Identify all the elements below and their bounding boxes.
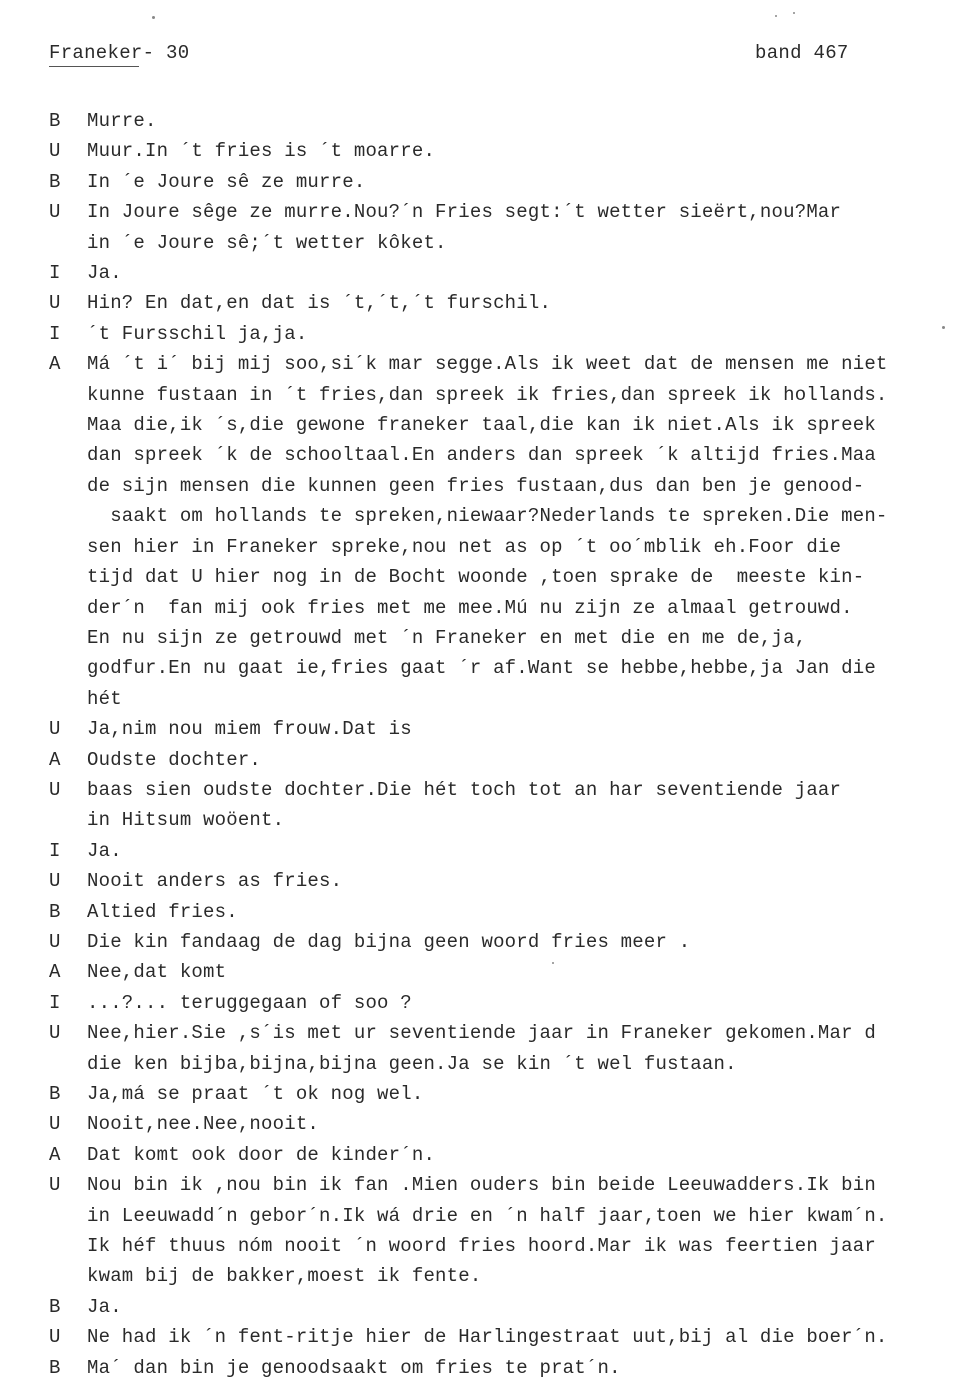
speaker-label: U — [49, 1174, 61, 1197]
utterance — [87, 1109, 949, 1139]
utterance-line: in ´e Joure sê;´t wetter kôket. — [87, 231, 447, 254]
transcript-turn — [49, 836, 949, 866]
transcript-turn — [49, 1170, 949, 1292]
utterance — [87, 775, 949, 836]
header-location — [49, 42, 189, 64]
speaker-label: U — [49, 930, 61, 953]
utterance — [87, 1322, 949, 1352]
header-underline — [49, 66, 139, 67]
speaker-label: U — [49, 1113, 61, 1136]
speaker-label: U — [49, 201, 61, 224]
utterance — [87, 288, 949, 318]
transcript-turn — [49, 714, 949, 744]
transcript-turn — [49, 1292, 949, 1322]
utterance-line: Nooit,nee.Nee,nooit. — [87, 1113, 320, 1136]
utterance-line: Ne had ik ´n fent-ritje hier de Harlingestraat uut,bij al die boer´n. — [87, 1326, 888, 1349]
scan-speck — [552, 962, 554, 964]
utterance-line: Ja. — [87, 1295, 122, 1318]
utterance-line: Hin? En dat,en dat is ´t,´t,´t furschil. — [87, 292, 552, 315]
transcript-turn — [49, 927, 949, 957]
speaker-label: A — [49, 353, 61, 376]
utterance — [87, 197, 949, 258]
speaker-label: I — [49, 322, 61, 345]
transcript-turn — [49, 1079, 949, 1109]
utterance-line: de sijn mensen die kunnen geen fries fustaan,dus dan ben je genood- — [87, 474, 865, 497]
utterance-line: godfur.En nu gaat ie,fries gaat ´r af.Want se hebbe,hebbe,ja Jan die — [87, 657, 876, 680]
speaker-label: A — [49, 961, 61, 984]
utterance-line: Muur.In ´t fries is ´t moarre. — [87, 140, 436, 163]
utterance — [87, 136, 949, 166]
transcript-turn — [49, 775, 949, 836]
utterance — [87, 1018, 949, 1079]
scan-speck — [775, 15, 777, 17]
utterance — [87, 927, 949, 957]
utterance-line: Nooit anders as fries. — [87, 870, 343, 893]
transcript-turn — [49, 349, 949, 714]
utterance-line: Má ´t i´ bij mij soo,si´k mar segge.Als ik weet dat de mensen me niet — [87, 353, 888, 376]
utterance-line: kwam bij de bakker,moest ik fente. — [87, 1265, 482, 1288]
utterance-line: dan spreek ´k de schooltaal.En anders dan spreek ´k altijd fries.Maa — [87, 444, 876, 467]
transcript — [49, 106, 949, 1383]
utterance — [87, 349, 949, 714]
utterance — [87, 957, 949, 987]
utterance-line: die ken bijba,bijna,bijna geen.Ja se kin ´t wel fustaan. — [87, 1052, 737, 1075]
utterance-line: Maa die,ik ´s,die gewone franeker taal,die kan ik niet.Als ik spreek — [87, 414, 876, 437]
utterance-line: Ik héf thuus nóm nooit ´n woord fries hoord.Mar ik was feertien jaar — [87, 1235, 876, 1258]
speaker-label: I — [49, 991, 61, 1014]
scan-speck — [793, 12, 795, 14]
transcript-turn — [49, 897, 949, 927]
utterance-line: Ma´ dan bin je genoodsaakt om fries te prat´n. — [87, 1356, 621, 1379]
utterance-line: Ja,nim nou miem frouw.Dat is — [87, 718, 412, 741]
transcript-turn — [49, 988, 949, 1018]
utterance-line: tijd dat U hier nog in de Bocht woonde ,toen sprake de meeste kin- — [87, 566, 865, 589]
utterance-line: Ja. — [87, 262, 122, 285]
utterance — [87, 258, 949, 288]
utterance — [87, 897, 949, 927]
speaker-label: B — [49, 170, 61, 193]
transcript-turn — [49, 258, 949, 288]
transcript-turn — [49, 136, 949, 166]
speaker-label: U — [49, 140, 61, 163]
utterance-line: Ja,má se praat ´t ok nog wel. — [87, 1083, 424, 1105]
utterance-line: Nee,dat komt — [87, 961, 227, 984]
utterance-line: Oudste dochter. — [87, 748, 262, 771]
utterance — [87, 319, 949, 349]
speaker-label: B — [49, 1356, 61, 1379]
utterance — [87, 1170, 949, 1292]
utterance-line: Dat komt ook door de kinder´n. — [87, 1143, 436, 1166]
utterance — [87, 1292, 949, 1322]
transcript-turn — [49, 1353, 949, 1383]
utterance — [87, 1079, 949, 1109]
transcript-turn — [49, 866, 949, 896]
speaker-label: U — [49, 292, 61, 315]
speaker-label: U — [49, 870, 61, 893]
transcript-turn — [49, 957, 949, 987]
utterance-line: hét — [87, 687, 122, 710]
scan-speck — [152, 16, 155, 19]
utterance-line: in Hitsum woöent. — [87, 809, 285, 832]
speaker-label: I — [49, 262, 61, 285]
utterance-line: Nee,hier.Sie ,s´is met ur seventiende jaar in Franeker gekomen.Mar d — [87, 1022, 876, 1045]
speaker-label: B — [49, 900, 61, 923]
speaker-label: U — [49, 1022, 61, 1045]
utterance-line: En nu sijn ze getrouwd met ´n Franeker en met die en me de,ja, — [87, 626, 807, 649]
speaker-label: U — [49, 1326, 61, 1349]
speaker-label: U — [49, 718, 61, 741]
utterance — [87, 106, 949, 136]
utterance-line: ...?... teruggegaan of soo ? — [87, 991, 412, 1014]
scan-speck — [942, 326, 945, 329]
utterance — [87, 988, 949, 1018]
utterance-line: baas sien oudste dochter.Die hét toch tot an har seventiende jaar — [87, 778, 842, 801]
utterance — [87, 1353, 949, 1383]
header-tape-number: band 467 — [755, 42, 849, 64]
utterance-line: In ´e Joure sê ze murre. — [87, 170, 366, 193]
utterance-line: kunne fustaan in ´t fries,dan spreek ik fries,dan spreek ik hollands. — [87, 383, 888, 406]
utterance-line: in Leeuwadd´n gebor´n.Ik wá drie en ´n half jaar,toen we hier kwam´n. — [87, 1204, 888, 1227]
speaker-label: I — [49, 839, 61, 862]
transcript-turn — [49, 1322, 949, 1352]
utterance-line: Ja. — [87, 839, 122, 862]
speaker-label: B — [49, 1295, 61, 1318]
utterance-line: Murre. — [87, 110, 157, 132]
utterance — [87, 866, 949, 896]
utterance-line: In Joure sêge ze murre.Nou?´n Fries segt:´t wetter sieërt,nou?Mar — [87, 201, 842, 224]
utterance-line: Altied fries. — [87, 900, 238, 923]
speaker-label: A — [49, 748, 61, 771]
transcript-turn — [49, 1109, 949, 1139]
header-location-text: Franeker- 30 — [49, 42, 190, 64]
transcript-turn — [49, 1140, 949, 1170]
utterance-line: Nou bin ik ,nou bin ik fan .Mien ouders bin beide Leeuwadders.Ik bin — [87, 1174, 876, 1197]
transcript-turn — [49, 1018, 949, 1079]
speaker-label: A — [49, 1143, 61, 1166]
utterance-line: Die kin fandaag de dag bijna geen woord fries meer . — [87, 930, 691, 953]
transcript-turn — [49, 745, 949, 775]
utterance-line: sen hier in Franeker spreke,nou net as op ´t oo´mblik eh.Foor die — [87, 535, 842, 558]
speaker-label: U — [49, 778, 61, 801]
utterance-line: der´n fan mij ook fries met me mee.Mú nu zijn ze almaal getrouwd. — [87, 596, 853, 619]
transcript-turn — [49, 106, 949, 136]
transcript-turn — [49, 319, 949, 349]
transcript-turn — [49, 197, 949, 258]
utterance — [87, 714, 949, 744]
utterance — [87, 836, 949, 866]
speaker-label: B — [49, 1083, 61, 1105]
utterance-line: saakt om hollands te spreken,niewaar?Nederlands te spreken.Die men- — [87, 505, 888, 528]
speaker-label: B — [49, 110, 61, 132]
transcript-turn — [49, 288, 949, 318]
utterance-line: ´t Fursschil ja,ja. — [87, 322, 308, 345]
utterance — [87, 1140, 949, 1170]
utterance — [87, 167, 949, 197]
transcript-turn — [49, 167, 949, 197]
utterance — [87, 745, 949, 775]
